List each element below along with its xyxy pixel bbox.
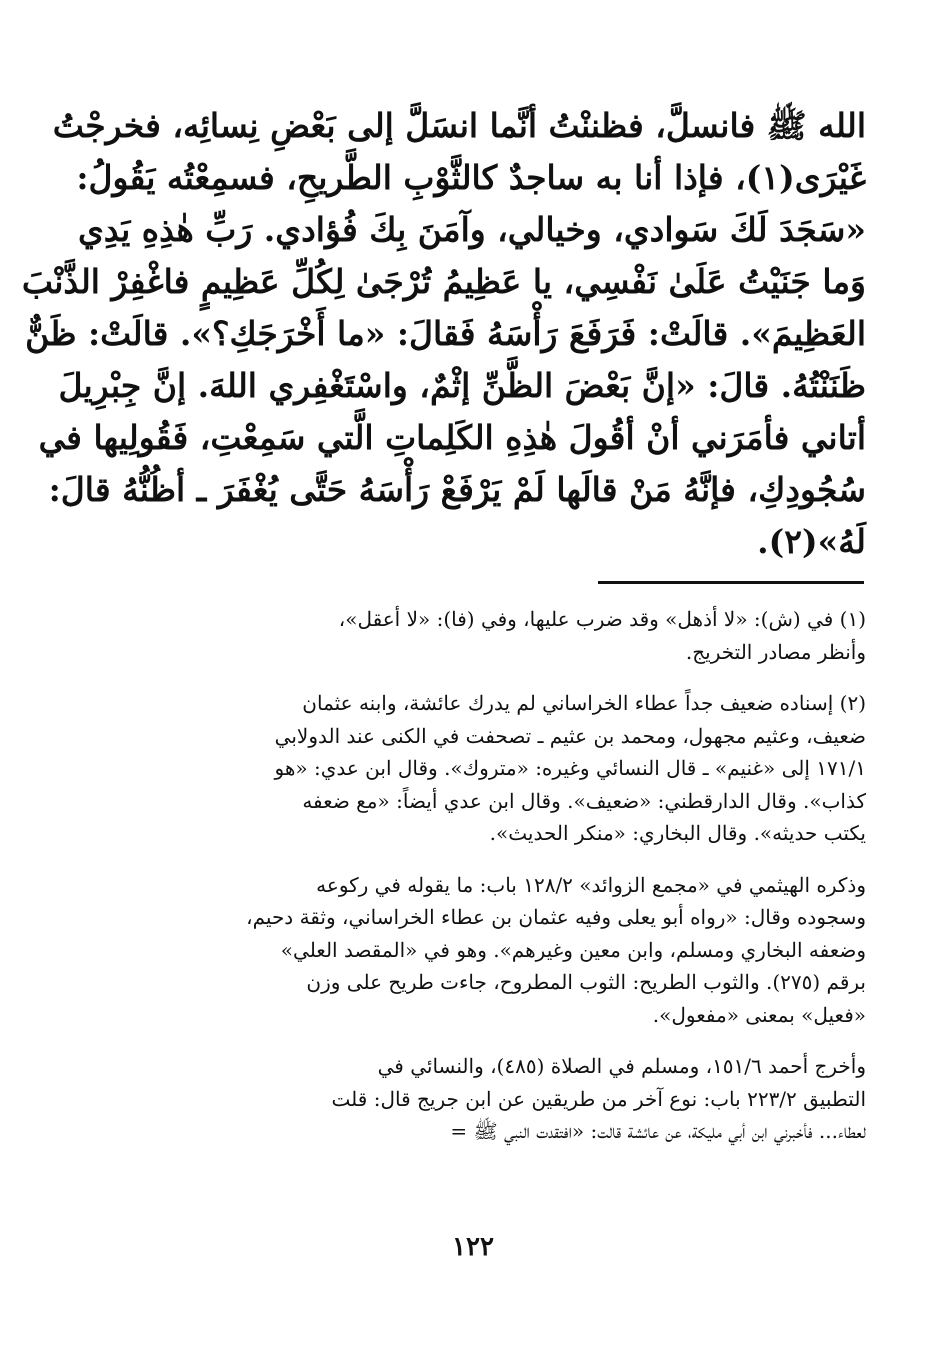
main-text-line: العَظِيمَ». قالَتْ: فَرَفَعَ رَأْسَهُ فَقالَ: «ما أَخْرَجَكِ؟». قالَتْ: ظَنٌّ [25, 314, 866, 353]
main-text-line: سُجُودِكِ، فإنَّهُ مَنْ قالَها لَمْ يَرْفَعْ رَأْسَهُ حَتَّى يُغْفَرَ ـ أظُنُّهُ قالَ: [48, 470, 866, 509]
footnote-line: ١٧١/١ إلى «غنيم» ـ قال النسائي وغيره: «متروك». وقال ابن عدي: «هو [274, 756, 866, 780]
main-text-line: وَما جَنَيْتُ عَلَىٰ نَفْسِي، يا عَظِيمُ تُرْجَىٰ لِكُلِّ عَظِيمٍ فاغْفِرْ الذَّنْبَ [21, 262, 866, 301]
footnote-line: كذاب». وقال الدارقطني: «ضعيف». وقال ابن عدي أيضاً: «مع ضعفه [302, 788, 866, 813]
main-text-line: الله ﷺ فانسلَّ، فظننْتُ أنَّما انسَلَّ إلى بَعْضِ نِسائِه، فخرجْتُ [52, 106, 866, 145]
footnote-1 [110, 603, 866, 668]
footnote-line: (٢) إسناده ضعيف جداً عطاء الخراساني لم يدرك عائشة، وابنه عثمان [302, 691, 866, 715]
footnote-line: التطبيق ٢٢٣/٢ باب: نوع آخر من طريقين عن ابن جريج قال: قلت [331, 1086, 866, 1111]
footnote-line: وأخرج أحمد ١٥١/٦، ومسلم في الصلاة (٤٨٥)، والنسائي في [377, 1054, 866, 1078]
footnote-2-continuation-haythami [110, 869, 866, 1032]
footnote-line: وأنظر مصادر التخريج. [685, 639, 866, 664]
main-text-line: غَيْرَى(١)، فإذا أنا به ساجدٌ كالثَّوْبِ الطَّريحِ، فسمِعْتُه يَقُولُ: [76, 158, 866, 197]
main-text-line: ظَنَنْتُهُ. قالَ: «إنَّ بَعْضَ الظَّنِّ إثْمٌ، واسْتَغْفِري اللهَ. إنَّ جِبْرِيلَ [58, 366, 866, 405]
footnote-line: يكتب حديثه». وقال البخاري: «منكر الحديث». [489, 821, 866, 845]
footnote-line: وسجوده وقال: «رواه أبو يعلى وفيه عثمان بن عطاء الخراساني، وثقة دحيم، [246, 905, 866, 929]
footnote-line: ضعيف، وعثيم مجهول، ومحمد بن عثيم ـ تصحفت في الكنى عند الدولابي [274, 723, 866, 748]
footnote-2 [110, 687, 866, 850]
footnote-line: «فعيل» بمعنى «مفعول». [652, 1002, 866, 1027]
footnote-separator [598, 581, 864, 584]
footnote-line: برقم (٢٧٥). والثوب الطريح: الثوب المطروح، جاءت طريح على وزن [306, 970, 866, 994]
footnotes-section [110, 603, 866, 1167]
footnote-line: وضعفه البخاري ومسلم، وابن معين وغيرهم». وهو في «المقصد العلي» [280, 937, 866, 962]
footnote-line: (١) في (ش): «لا أذهل» وقد ضرب عليها، وفي (فا): «لا أعقل»، [338, 607, 866, 631]
main-text-line: «سَجَدَ لَكَ سَوادي، وخيالي، وآمَنَ بِكَ فُؤادي. رَبِّ هٰذِهِ يَدِي [77, 210, 866, 249]
page-number: ١٢٢ [452, 1232, 494, 1262]
footnote-line: لعطاء... فأخبرني ابن أبي مليكة، عن عائشة قالت: «افتقدت النبي ﷺ = [450, 1119, 866, 1143]
footnote-2-continuation-takhrij [110, 1050, 866, 1148]
main-text-body [21, 100, 866, 568]
footnote-line: وذكره الهيثمي في «مجمع الزوائد» ١٢٨/٢ باب: ما يقوله في ركوعه [316, 872, 866, 897]
main-text-line: أتاني فأمَرَني أنْ أقُولَ هٰذِهِ الكَلِماتِ الَّتي سَمِعْتِ، فَقُولِيها في [38, 418, 866, 457]
main-text-line: لَهُ»(٢). [757, 522, 866, 561]
